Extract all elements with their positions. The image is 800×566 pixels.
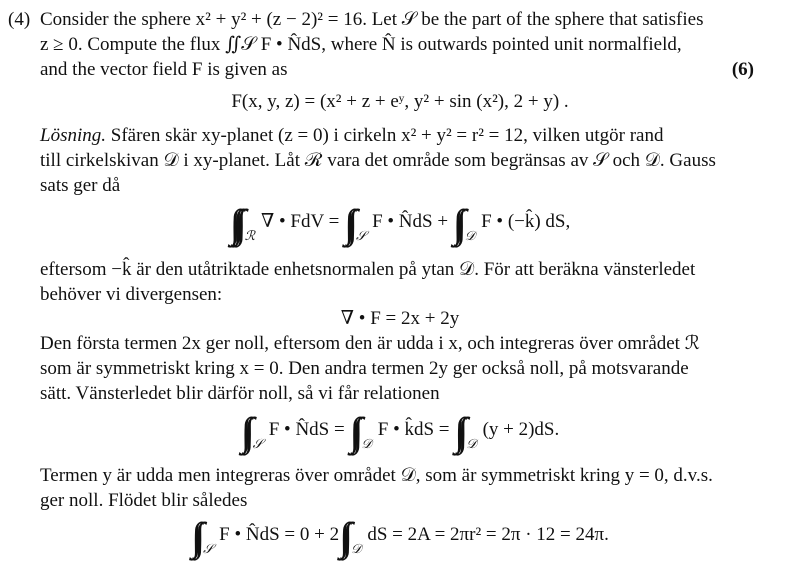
relation-part-a: F • N̂dS = bbox=[268, 419, 350, 440]
double-integral-sign: ∫∫ bbox=[349, 409, 356, 454]
problem-line-1: Consider the sphere x² + y² + (z − 2)² = 16. Let 𝒮 be the part of the sphere that satisfies bbox=[40, 9, 704, 30]
relation-equation bbox=[0, 409, 800, 457]
final-part-b: dS = 2A = 2πr² = 2π · 12 = 24π. bbox=[367, 524, 609, 545]
subscript-S: 𝒮 bbox=[252, 437, 263, 452]
double-integral-sign: ∫∫ bbox=[452, 201, 459, 246]
solution-para-3-line-1: Den första termen 2x ger noll, eftersom den är udda i x, och integreras över området ℛ bbox=[40, 333, 700, 354]
solution-para-1-line-1 bbox=[40, 124, 664, 148]
subscript-D: 𝒟 bbox=[464, 229, 476, 244]
problem-line-3: and the vector field F is given as bbox=[40, 59, 288, 80]
subscript-S: 𝒮 bbox=[203, 542, 214, 557]
problem-line-2: z ≥ 0. Compute the flux ∬𝒮 F • N̂dS, where N̂ is outwards pointed unit normalfield, bbox=[40, 34, 682, 55]
relation-part-c: (y + 2)dS. bbox=[482, 419, 560, 440]
solution-para-4-line-2: ger noll. Flödet blir således bbox=[40, 490, 248, 511]
triple-integral-sign: ∫∫∫ bbox=[229, 201, 239, 246]
solution-para-2-line-1: eftersom −k̂ är den utåtriktade enhetsnormalen på ytan 𝒟. För att beräkna vänsterledet bbox=[40, 259, 696, 280]
subscript-S: 𝒮 bbox=[356, 229, 367, 244]
final-part-a: F • N̂dS = 0 + 2 bbox=[219, 524, 340, 545]
gauss-mid: F • N̂dS + bbox=[372, 211, 453, 232]
divergence-equation: ∇ • F = 2x + 2y bbox=[340, 308, 460, 329]
solution-para-1-line-3: sats ger då bbox=[40, 175, 121, 196]
subscript-D: 𝒟 bbox=[361, 437, 372, 452]
subscript-D: 𝒟 bbox=[350, 542, 362, 557]
solution-para-2-line-2: behöver vi divergensen: bbox=[40, 284, 223, 305]
final-equation bbox=[0, 514, 800, 562]
field-equation: F(x, y, z) = (x² + z + eʸ, y² + sin (x²), 2 + y) . bbox=[231, 91, 569, 112]
relation-part-b: F • k̂dS = bbox=[377, 419, 455, 440]
solution-para-4-line-1: Termen y är udda men integreras över området 𝒟, som är symmetriskt kring y = 0, d.v.s. bbox=[40, 465, 713, 486]
solution-para-3-line-2: som är symmetriskt kring x = 0. Den andra termen 2y ger också noll, på motsvarande bbox=[40, 358, 689, 379]
solution-text: Sfären skär xy-planet (z = 0) i cirkeln x² + y² = r² = 12, vilken utgör rand bbox=[110, 125, 664, 146]
double-integral-sign: ∫∫ bbox=[454, 409, 461, 454]
solution-para-3-line-3: sätt. Vänsterledet blir därför noll, så vi får relationen bbox=[40, 383, 440, 404]
gauss-lhs: ∇ • FdV = bbox=[260, 211, 345, 232]
subscript-R: ℛ bbox=[244, 229, 255, 244]
solution-para-1-line-2: till cirkelskivan 𝒟 i xy-planet. Låt ℛ vara det område som begränsas av 𝒮 och 𝒟. Gauss bbox=[40, 150, 716, 171]
problem-number: (4) bbox=[8, 9, 31, 30]
double-integral-sign: ∫∫ bbox=[339, 514, 345, 559]
double-integral-sign: ∫∫ bbox=[344, 201, 350, 246]
problem-points: (6) bbox=[731, 59, 754, 80]
subscript-D: 𝒟 bbox=[466, 437, 477, 452]
gauss-equation bbox=[0, 201, 800, 249]
gauss-rhs: F • (−k̂) dS, bbox=[481, 211, 571, 232]
double-integral-sign: ∫∫ bbox=[191, 514, 198, 559]
double-integral-sign: ∫∫ bbox=[240, 409, 247, 454]
solution-label: Lösning. bbox=[40, 125, 106, 146]
